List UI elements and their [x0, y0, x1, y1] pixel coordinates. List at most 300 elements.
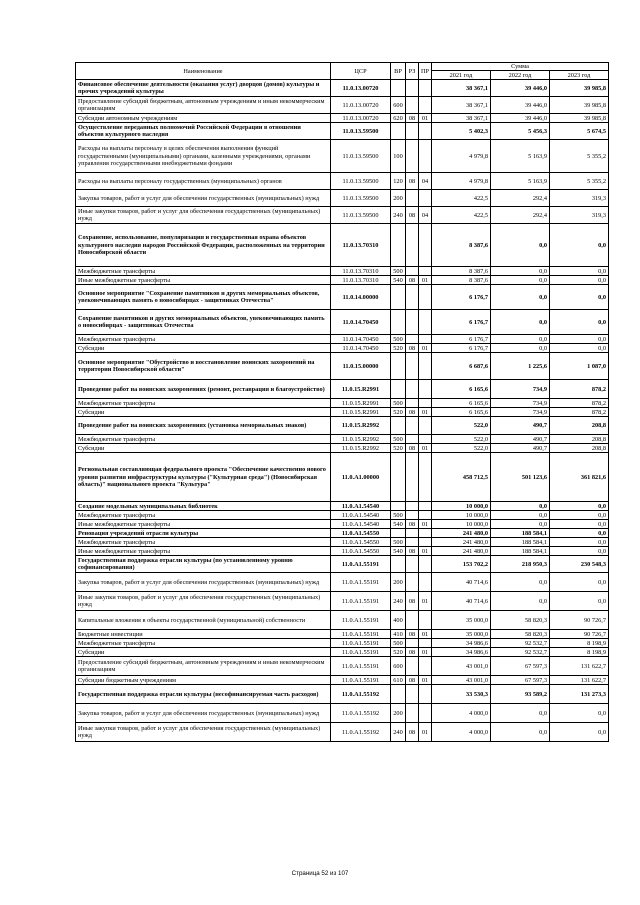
row-name: Сохранение памятников и других мемориальных объектов, увековечивающих память о новосибирцах - защитниках Отечества — [76, 310, 331, 335]
row-csr: 11.0.A1.55191 — [331, 611, 391, 630]
row-pr — [419, 224, 432, 267]
row-pr — [419, 267, 432, 276]
row-pr — [419, 335, 432, 344]
row-vr: 500 — [391, 511, 406, 520]
row-name: Субсидии — [76, 648, 331, 657]
row-name: Предоставление субсидий бюджетным, автономным учреждениям и иным некоммерческим организациям — [76, 657, 331, 676]
row-pr: 01 — [419, 444, 432, 453]
row-vr: 200 — [391, 704, 406, 723]
row-sum-2023: 131 273,3 — [550, 685, 609, 704]
row-vr: 240 — [391, 723, 406, 742]
row-name: Проведение работ на воинских захоронениях (установка мемориальных знаков) — [76, 417, 331, 435]
table-row — [76, 335, 609, 344]
row-csr: 11.0.A1.00000 — [331, 453, 391, 502]
row-pr — [419, 529, 432, 538]
row-name: Государственная поддержка отрасли культуры (несофинансируемая часть расходов) — [76, 685, 331, 704]
table-row — [76, 685, 609, 704]
header-sum: Сумма — [432, 63, 609, 71]
row-pr: 01 — [419, 630, 432, 639]
row-sum-2023: 39 985,8 — [550, 114, 609, 123]
row-rz — [406, 285, 419, 310]
row-sum-2022: 58 820,3 — [491, 611, 550, 630]
row-sum-2023: 131 622,7 — [550, 676, 609, 685]
row-sum-2022: 188 584,1 — [491, 529, 550, 538]
row-vr: 520 — [391, 344, 406, 353]
row-sum-2021: 6 176,7 — [432, 285, 491, 310]
row-csr: 11.0.15.R2992 — [331, 444, 391, 453]
row-sum-2022: 39 446,0 — [491, 97, 550, 114]
row-sum-2023: 0,0 — [550, 511, 609, 520]
row-sum-2021: 35 000,0 — [432, 630, 491, 639]
page-footer: Страница 52 из 107 — [291, 870, 349, 877]
table-row — [76, 502, 609, 511]
row-rz — [406, 685, 419, 704]
row-vr — [391, 380, 406, 399]
table-row — [76, 417, 609, 435]
row-sum-2022: 39 446,0 — [491, 80, 550, 97]
row-csr: 11.0.A1.54540 — [331, 520, 391, 529]
row-rz — [406, 657, 419, 676]
row-name: Иные закупки товаров, работ и услуг для обеспечения государственных (муниципальных) нужд — [76, 207, 331, 224]
row-rz — [406, 380, 419, 399]
row-name: Сохранение, использование, популяризация и государственная охрана объектов культурного наследия народов Российской Федерации, расположенных на территории Новосибирской области — [76, 224, 331, 267]
row-rz: 08 — [406, 344, 419, 353]
row-name: Субсидии — [76, 344, 331, 353]
table-row — [76, 207, 609, 224]
row-sum-2023: 0,0 — [550, 592, 609, 611]
row-sum-2023: 319,3 — [550, 190, 609, 207]
row-sum-2022: 490,7 — [491, 417, 550, 435]
row-sum-2022: 1 225,6 — [491, 353, 550, 380]
row-pr — [419, 310, 432, 335]
row-csr: 11.0.13.59500 — [331, 207, 391, 224]
table-row — [76, 573, 609, 592]
row-sum-2021: 522,0 — [432, 417, 491, 435]
table-row — [76, 123, 609, 140]
row-pr — [419, 140, 432, 173]
row-pr — [419, 190, 432, 207]
row-pr — [419, 417, 432, 435]
row-rz: 08 — [406, 648, 419, 657]
row-sum-2022: 5 456,3 — [491, 123, 550, 140]
row-sum-2022: 39 446,0 — [491, 114, 550, 123]
header-name: Наименование — [76, 63, 331, 80]
row-pr — [419, 380, 432, 399]
row-csr: 11.0.13.00720 — [331, 97, 391, 114]
row-sum-2022: 58 820,3 — [491, 630, 550, 639]
row-csr: 11.0.13.59500 — [331, 123, 391, 140]
row-rz: 08 — [406, 173, 419, 190]
row-pr — [419, 556, 432, 573]
row-name: Основное мероприятие "Сохранение памятников и других мемориальных объектов, увековечивающих память о новосибирцах - защитниках Отечества" — [76, 285, 331, 310]
table-row — [76, 114, 609, 123]
row-name: Субсидии — [76, 444, 331, 453]
row-vr: 600 — [391, 97, 406, 114]
row-sum-2022: 0,0 — [491, 267, 550, 276]
row-sum-2023: 0,0 — [550, 573, 609, 592]
row-rz: 08 — [406, 630, 419, 639]
table-row — [76, 285, 609, 310]
row-sum-2023: 0,0 — [550, 529, 609, 538]
row-csr: 11.0.A1.55192 — [331, 685, 391, 704]
row-name: Осуществление переданных полномочий Российской Федерации в отношении объектов культурного наследия — [76, 123, 331, 140]
row-pr: 01 — [419, 344, 432, 353]
row-rz — [406, 639, 419, 648]
row-sum-2021: 6 176,7 — [432, 310, 491, 335]
row-csr: 11.0.14.70450 — [331, 344, 391, 353]
row-sum-2021: 6 165,6 — [432, 399, 491, 408]
row-rz — [406, 399, 419, 408]
row-rz — [406, 573, 419, 592]
row-vr: 410 — [391, 630, 406, 639]
row-vr: 240 — [391, 592, 406, 611]
row-name: Расходы на выплаты персоналу государственных (муниципальных) органов — [76, 173, 331, 190]
row-sum-2023: 1 087,0 — [550, 353, 609, 380]
row-sum-2023: 39 985,8 — [550, 80, 609, 97]
row-name: Создание модельных муниципальных библиотек — [76, 502, 331, 511]
row-vr: 240 — [391, 207, 406, 224]
row-sum-2021: 35 000,0 — [432, 611, 491, 630]
table-row — [76, 276, 609, 285]
row-vr — [391, 123, 406, 140]
row-pr: 01 — [419, 592, 432, 611]
row-csr: 11.0.13.70310 — [331, 276, 391, 285]
row-sum-2023: 5 674,5 — [550, 123, 609, 140]
row-rz: 08 — [406, 520, 419, 529]
row-csr: 11.0.15.R2992 — [331, 435, 391, 444]
row-sum-2022: 292,4 — [491, 190, 550, 207]
row-vr: 610 — [391, 676, 406, 685]
row-vr: 540 — [391, 520, 406, 529]
table-row — [76, 224, 609, 267]
row-pr — [419, 502, 432, 511]
row-sum-2022: 0,0 — [491, 344, 550, 353]
row-sum-2022: 0,0 — [491, 592, 550, 611]
row-sum-2022: 0,0 — [491, 224, 550, 267]
document-page — [75, 62, 608, 742]
table-row — [76, 380, 609, 399]
row-csr: 11.0.15.R2991 — [331, 399, 391, 408]
table-row — [76, 190, 609, 207]
row-pr: 04 — [419, 173, 432, 190]
row-pr — [419, 511, 432, 520]
row-sum-2022: 0,0 — [491, 520, 550, 529]
row-csr: 11.0.A1.55192 — [331, 723, 391, 742]
row-name: Капитальные вложения в объекты государственной (муниципальной) собственности — [76, 611, 331, 630]
row-vr: 200 — [391, 190, 406, 207]
row-vr — [391, 310, 406, 335]
row-pr — [419, 285, 432, 310]
row-vr: 540 — [391, 547, 406, 556]
row-csr: 11.0.15.R2991 — [331, 408, 391, 417]
row-sum-2023: 8 198,9 — [550, 639, 609, 648]
row-pr — [419, 435, 432, 444]
row-vr — [391, 529, 406, 538]
row-csr: 11.0.15.00000 — [331, 353, 391, 380]
row-pr — [419, 704, 432, 723]
row-sum-2021: 40 714,6 — [432, 573, 491, 592]
row-sum-2021: 34 986,6 — [432, 648, 491, 657]
row-name: Основное мероприятие "Обустройство и восстановление воинских захоронений на территории Новосибирской области" — [76, 353, 331, 380]
table-row — [76, 547, 609, 556]
row-rz: 08 — [406, 592, 419, 611]
row-sum-2023: 208,8 — [550, 444, 609, 453]
row-name: Реновация учреждений отрасли культуры — [76, 529, 331, 538]
row-sum-2023: 319,3 — [550, 207, 609, 224]
row-pr — [419, 353, 432, 380]
row-vr — [391, 417, 406, 435]
row-sum-2022: 0,0 — [491, 511, 550, 520]
row-sum-2021: 33 530,3 — [432, 685, 491, 704]
row-sum-2021: 4 979,8 — [432, 140, 491, 173]
table-body — [76, 80, 609, 742]
row-vr: 600 — [391, 657, 406, 676]
row-pr — [419, 399, 432, 408]
table-row — [76, 353, 609, 380]
row-rz: 08 — [406, 276, 419, 285]
row-name: Региональная составляющая федерального проекта "Обеспечение качественно нового уровня развития инфраструктуры культуры ("Культурная среда") (Новосибирская область)" национального проекта "Культура" — [76, 453, 331, 502]
row-csr: 11.0.A1.54540 — [331, 502, 391, 511]
row-csr: 11.0.A1.55191 — [331, 676, 391, 685]
row-csr: 11.0.A1.54550 — [331, 529, 391, 538]
row-sum-2023: 0,0 — [550, 502, 609, 511]
row-vr: 540 — [391, 276, 406, 285]
row-sum-2022: 5 163,9 — [491, 140, 550, 173]
table-row — [76, 453, 609, 502]
row-vr: 100 — [391, 140, 406, 173]
row-sum-2021: 34 986,6 — [432, 639, 491, 648]
row-rz — [406, 502, 419, 511]
row-sum-2022: 734,9 — [491, 408, 550, 417]
row-name: Иные межбюджетные трансферты — [76, 547, 331, 556]
row-sum-2022: 490,7 — [491, 435, 550, 444]
header-csr: ЦСР — [331, 63, 391, 80]
row-sum-2022: 0,0 — [491, 502, 550, 511]
row-csr: 11.0.13.59500 — [331, 190, 391, 207]
row-name: Межбюджетные трансферты — [76, 511, 331, 520]
row-sum-2022: 734,9 — [491, 399, 550, 408]
row-sum-2023: 0,0 — [550, 538, 609, 547]
row-vr: 500 — [391, 538, 406, 547]
row-sum-2023: 0,0 — [550, 224, 609, 267]
row-rz: 08 — [406, 114, 419, 123]
row-csr: 11.0.A1.54550 — [331, 547, 391, 556]
row-csr: 11.0.A1.55191 — [331, 657, 391, 676]
row-pr: 01 — [419, 547, 432, 556]
row-rz: 08 — [406, 547, 419, 556]
row-vr: 520 — [391, 444, 406, 453]
table-row — [76, 538, 609, 547]
row-pr — [419, 97, 432, 114]
row-name: Финансовое обеспечение деятельности (оказания услуг) дворцов (домов) культуры и прочих учреждений культуры — [76, 80, 331, 97]
row-sum-2023: 0,0 — [550, 704, 609, 723]
row-sum-2022: 734,9 — [491, 380, 550, 399]
row-rz: 08 — [406, 676, 419, 685]
row-sum-2023: 90 726,7 — [550, 630, 609, 639]
row-sum-2021: 6 176,7 — [432, 344, 491, 353]
row-csr: 11.0.13.00720 — [331, 114, 391, 123]
header-year-2023: 2023 год — [550, 71, 609, 80]
row-name: Проведение работ на воинских захоронениях (ремонт, реставрация и благоустройство) — [76, 380, 331, 399]
row-csr: 11.0.A1.55191 — [331, 639, 391, 648]
row-rz: 08 — [406, 207, 419, 224]
row-csr: 11.0.13.00720 — [331, 80, 391, 97]
table-row — [76, 511, 609, 520]
row-sum-2023: 0,0 — [550, 344, 609, 353]
row-sum-2023: 0,0 — [550, 267, 609, 276]
row-sum-2021: 6 176,7 — [432, 335, 491, 344]
row-vr: 120 — [391, 173, 406, 190]
row-sum-2021: 458 712,5 — [432, 453, 491, 502]
row-name: Межбюджетные трансферты — [76, 399, 331, 408]
row-sum-2021: 241 480,0 — [432, 538, 491, 547]
table-row — [76, 676, 609, 685]
row-sum-2021: 8 387,6 — [432, 267, 491, 276]
row-sum-2022: 67 597,3 — [491, 676, 550, 685]
row-rz — [406, 310, 419, 335]
row-sum-2021: 38 367,1 — [432, 114, 491, 123]
row-csr: 11.0.15.R2991 — [331, 380, 391, 399]
row-pr — [419, 573, 432, 592]
row-rz — [406, 353, 419, 380]
row-sum-2021: 6 165,6 — [432, 408, 491, 417]
row-sum-2023: 5 355,2 — [550, 140, 609, 173]
row-rz — [406, 611, 419, 630]
row-sum-2022: 0,0 — [491, 310, 550, 335]
row-rz — [406, 123, 419, 140]
row-rz — [406, 511, 419, 520]
row-sum-2022: 92 532,7 — [491, 639, 550, 648]
row-sum-2021: 38 367,1 — [432, 97, 491, 114]
row-sum-2023: 8 198,9 — [550, 648, 609, 657]
row-sum-2021: 10 000,0 — [432, 511, 491, 520]
row-pr — [419, 685, 432, 704]
table-row — [76, 520, 609, 529]
row-sum-2021: 4 000,0 — [432, 704, 491, 723]
row-csr: 11.0.A1.55191 — [331, 556, 391, 573]
row-sum-2023: 0,0 — [550, 547, 609, 556]
row-rz: 08 — [406, 444, 419, 453]
row-vr: 500 — [391, 335, 406, 344]
row-rz — [406, 190, 419, 207]
row-pr: 01 — [419, 408, 432, 417]
row-vr — [391, 353, 406, 380]
row-sum-2021: 153 702,2 — [432, 556, 491, 573]
row-csr: 11.0.14.70450 — [331, 310, 391, 335]
row-rz: 08 — [406, 408, 419, 417]
row-sum-2023: 208,8 — [550, 417, 609, 435]
row-sum-2022: 0,0 — [491, 285, 550, 310]
row-pr — [419, 657, 432, 676]
row-pr: 01 — [419, 520, 432, 529]
row-rz — [406, 704, 419, 723]
row-pr — [419, 611, 432, 630]
row-vr — [391, 224, 406, 267]
row-sum-2022: 0,0 — [491, 704, 550, 723]
row-pr — [419, 453, 432, 502]
row-sum-2022: 92 532,7 — [491, 648, 550, 657]
row-sum-2021: 8 387,6 — [432, 224, 491, 267]
table-row — [76, 310, 609, 335]
row-vr: 500 — [391, 267, 406, 276]
row-vr: 500 — [391, 435, 406, 444]
table-row — [76, 140, 609, 173]
row-csr: 11.0.A1.54540 — [331, 511, 391, 520]
row-csr: 11.0.A1.55191 — [331, 592, 391, 611]
row-rz — [406, 267, 419, 276]
row-name: Межбюджетные трансферты — [76, 435, 331, 444]
table-row — [76, 611, 609, 630]
row-sum-2022: 501 123,6 — [491, 453, 550, 502]
table-row — [76, 704, 609, 723]
row-name: Государственная поддержка отрасли культуры (по установленному уровню софинансирования) — [76, 556, 331, 573]
row-sum-2022: 93 589,2 — [491, 685, 550, 704]
table-row — [76, 657, 609, 676]
row-vr: 620 — [391, 114, 406, 123]
row-pr: 01 — [419, 723, 432, 742]
row-csr: 11.0.14.70450 — [331, 335, 391, 344]
table-row — [76, 630, 609, 639]
header-pr: ПР — [419, 63, 432, 80]
row-vr: 500 — [391, 639, 406, 648]
row-csr: 11.0.13.70310 — [331, 224, 391, 267]
row-vr — [391, 556, 406, 573]
row-rz — [406, 453, 419, 502]
row-sum-2021: 4 979,8 — [432, 173, 491, 190]
table-row — [76, 723, 609, 742]
row-sum-2022: 490,7 — [491, 444, 550, 453]
table-row — [76, 408, 609, 417]
table-row — [76, 444, 609, 453]
table-row — [76, 529, 609, 538]
row-sum-2022: 0,0 — [491, 335, 550, 344]
row-name: Закупка товаров, работ и услуг для обеспечения государственных (муниципальных) нужд — [76, 190, 331, 207]
row-pr — [419, 80, 432, 97]
row-pr: 01 — [419, 676, 432, 685]
row-sum-2021: 241 480,0 — [432, 529, 491, 538]
row-pr: 01 — [419, 114, 432, 123]
row-sum-2021: 5 402,3 — [432, 123, 491, 140]
row-vr: 400 — [391, 611, 406, 630]
row-pr: 01 — [419, 276, 432, 285]
row-sum-2023: 90 726,7 — [550, 611, 609, 630]
row-sum-2021: 241 480,0 — [432, 547, 491, 556]
row-sum-2023: 878,2 — [550, 399, 609, 408]
row-vr — [391, 453, 406, 502]
row-csr: 11.0.13.70310 — [331, 267, 391, 276]
table-row — [76, 80, 609, 97]
row-vr: 200 — [391, 573, 406, 592]
budget-table — [75, 62, 609, 742]
row-sum-2022: 188 584,1 — [491, 538, 550, 547]
row-name: Иные межбюджетные трансферты — [76, 520, 331, 529]
table-row — [76, 639, 609, 648]
row-rz — [406, 80, 419, 97]
row-rz — [406, 435, 419, 444]
row-csr: 11.0.A1.55192 — [331, 704, 391, 723]
row-name: Иные закупки товаров, работ и услуг для обеспечения государственных (муниципальных) нужд — [76, 723, 331, 742]
row-sum-2023: 0,0 — [550, 276, 609, 285]
row-rz: 08 — [406, 723, 419, 742]
row-sum-2022: 292,4 — [491, 207, 550, 224]
row-name: Субсидии бюджетным учреждениям — [76, 676, 331, 685]
row-csr: 11.0.A1.54550 — [331, 538, 391, 547]
table-row — [76, 556, 609, 573]
row-sum-2023: 0,0 — [550, 335, 609, 344]
row-pr: 01 — [419, 648, 432, 657]
row-name: Закупка товаров, работ и услуг для обеспечения государственных (муниципальных) нужд — [76, 573, 331, 592]
row-csr: 11.0.13.59500 — [331, 140, 391, 173]
